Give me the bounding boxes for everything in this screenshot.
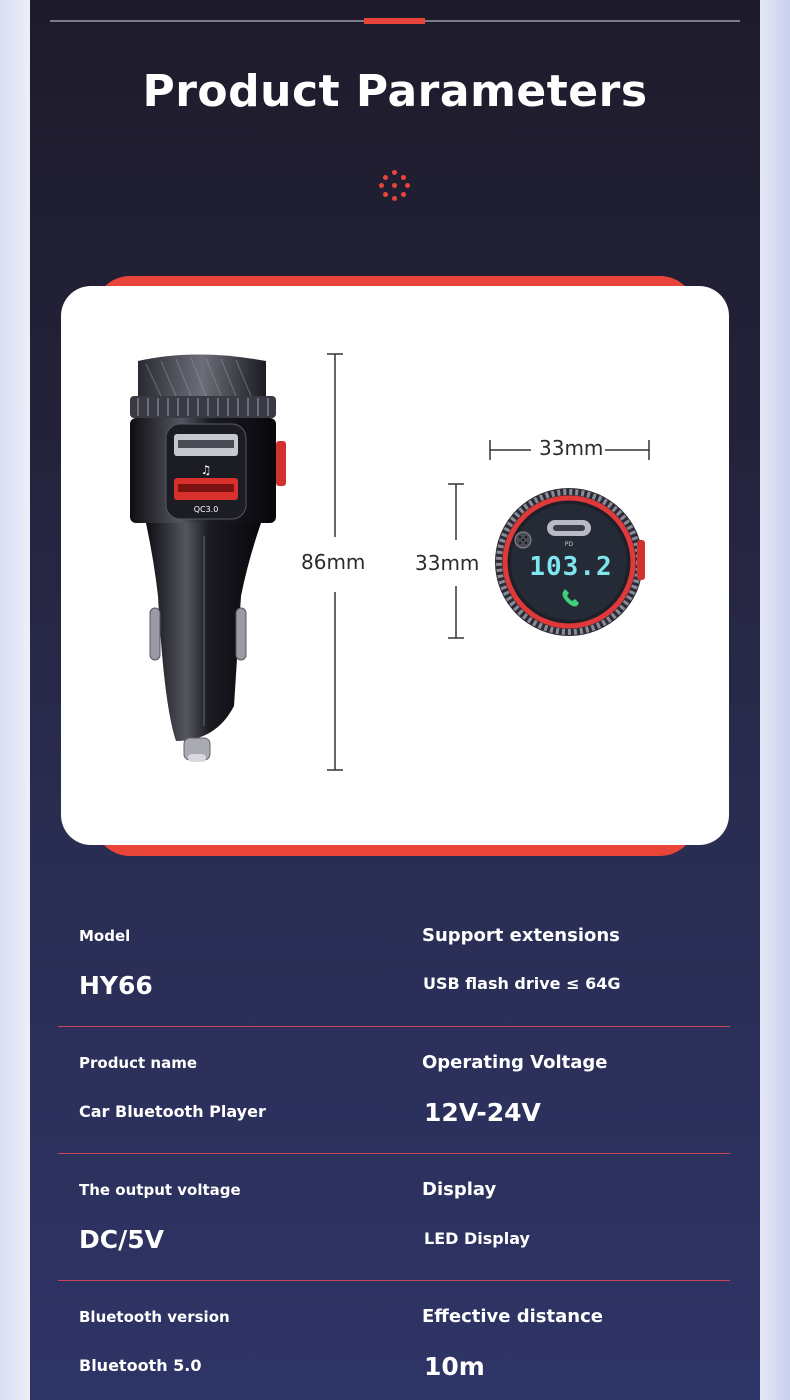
spec-row — [58, 900, 730, 1027]
spec-row — [58, 1027, 730, 1154]
display-reading: 103.2 — [529, 552, 613, 582]
spec-left-label: The output voltage — [79, 1181, 241, 1199]
spec-left-value: DC/5V — [79, 1225, 164, 1254]
spec-right-label: Operating Voltage — [422, 1052, 608, 1073]
spec-left-value: HY66 — [79, 971, 153, 1000]
spec-table — [58, 900, 730, 1400]
spec-right-value: 10m — [424, 1352, 485, 1381]
height-label: 33mm — [415, 551, 480, 575]
top-accent-bar — [364, 18, 425, 24]
width-label: 33mm — [539, 436, 604, 460]
page-title: Product Parameters — [142, 66, 648, 117]
car-charger-side-image — [116, 346, 316, 786]
spec-left-label: Bluetooth version — [79, 1308, 230, 1326]
product-dimensions-card — [61, 286, 729, 845]
spec-left-label: Product name — [79, 1054, 198, 1072]
spec-left-label: Model — [79, 927, 131, 945]
length-label: 86mm — [301, 550, 366, 574]
car-charger-front-image — [485, 482, 655, 642]
spec-right-label: Display — [422, 1179, 497, 1200]
svg-text:♫: ♫ — [200, 463, 212, 477]
pd-port-label: PD — [564, 541, 574, 548]
spec-row — [58, 1154, 730, 1281]
parameters-panel — [30, 0, 760, 1400]
spec-row — [58, 1281, 730, 1400]
decorative-dots-icon — [379, 170, 411, 202]
spec-right-value: 12V-24V — [424, 1098, 541, 1127]
qc-port-label: QC3.0 — [193, 505, 219, 514]
spec-left-value: Bluetooth 5.0 — [79, 1356, 202, 1375]
spec-right-value: LED Display — [424, 1229, 530, 1248]
spec-right-value: USB flash drive ≤ 64G — [423, 974, 621, 993]
spec-right-label: Support extensions — [422, 925, 620, 946]
spec-left-value: Car Bluetooth Player — [79, 1102, 266, 1121]
spec-right-label: Effective distance — [422, 1306, 603, 1327]
